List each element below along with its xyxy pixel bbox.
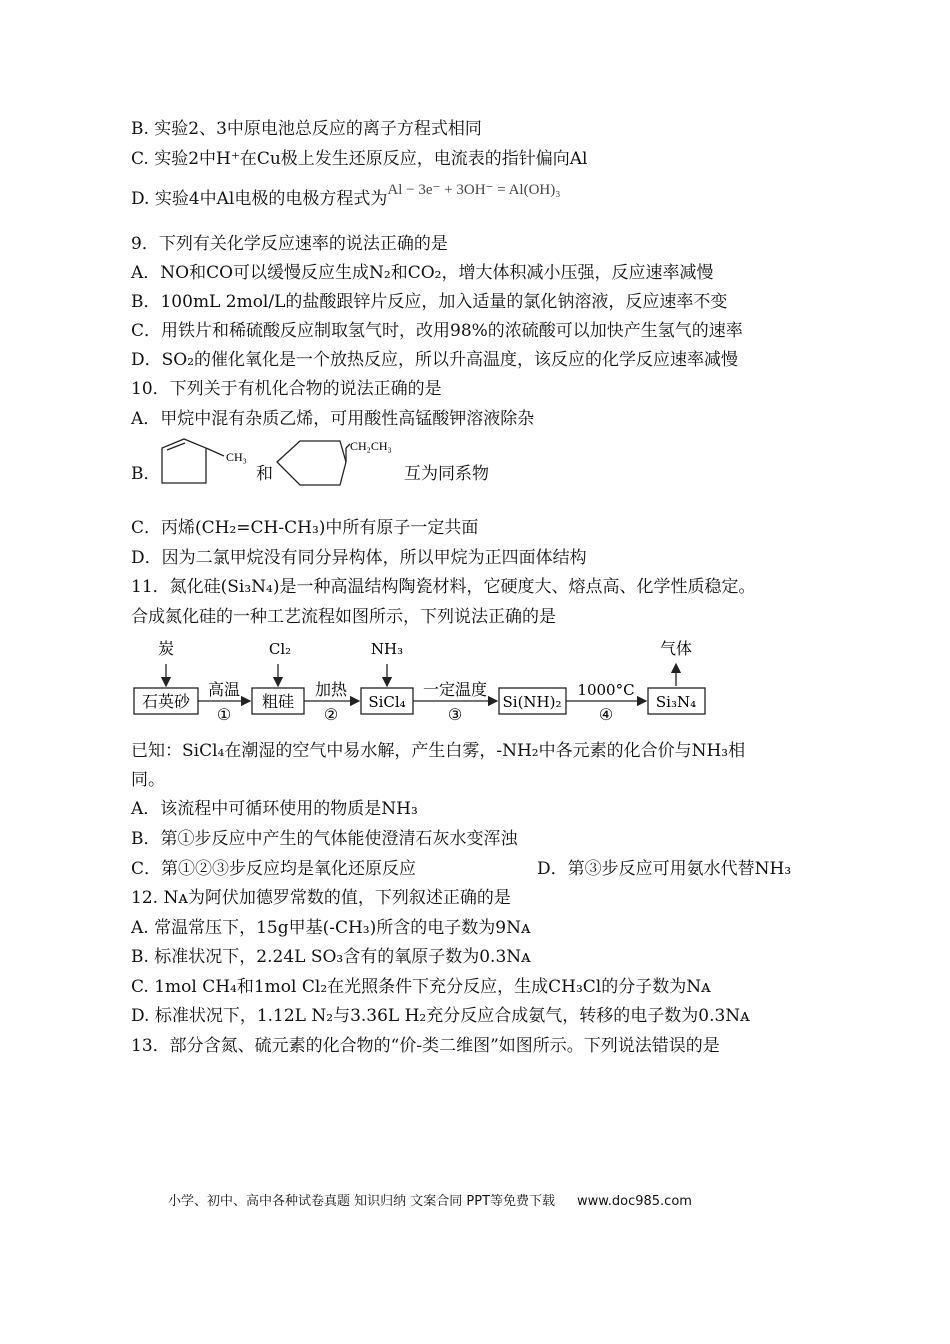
q8-option-b: B. 实验2、3中原电池总反应的离子方程式相同 xyxy=(131,119,482,139)
q11-option-b: B．第①步反应中产生的气体能使澄清石灰水变浑浊 xyxy=(131,829,518,849)
flow-box-sicl4-label: SiCl₄ xyxy=(368,693,406,711)
flow-box-si3n4-label: Si₃N₄ xyxy=(655,693,697,711)
q11-option-a: A．该流程中可循环使用的物质是NH₃ xyxy=(131,799,418,819)
q12-option-c: C. 1mol CH₄和1mol Cl₂在光照条件下充分反应，生成CH₃Cl的分子数为Nᴀ xyxy=(131,977,711,997)
flow-step-3: ③ xyxy=(447,705,463,724)
flow-box-quartz-label: 石英砂 xyxy=(141,692,191,711)
q11-stem-2: 合成氮化硅的一种工艺流程如图所示，下列说法正确的是 xyxy=(131,607,556,627)
q12-stem: 12. Nᴀ为阿伏加德罗常数的值，下列叙述正确的是 xyxy=(131,888,511,908)
q10-option-b-and: 和 xyxy=(256,464,273,484)
q11-option-d: D．第③步反应可用氨水代替NH₃ xyxy=(537,859,792,879)
q13-stem: 13．部分含氮、硫元素的化合物的“价-类二维图”如图所示。下列说法错误的是 xyxy=(131,1036,720,1056)
q9-stem: 9．下列有关化学反应速率的说法正确的是 xyxy=(131,234,448,254)
q8-option-d-formula: Al − 3e⁻ + 3OH⁻ = Al(OH)₃ xyxy=(387,182,561,198)
footer-text: 小学、初中、高中各种试卷真题 知识归纳 文案合同 PPT等免费下载 xyxy=(168,1194,556,1209)
q8-option-c: C. 实验2中H⁺在Cu极上发生还原反应，电流表的指针偏向Al xyxy=(131,149,588,169)
q11-stem: 11．氮化硅(Si₃N₄)是一种高温结构陶瓷材料，它硬度大、熔点高、化学性质稳定。 xyxy=(131,577,756,597)
flow-input-carbon: 炭 xyxy=(157,639,175,658)
q10-stem: 10．下列关于有机化合物的说法正确的是 xyxy=(131,379,442,399)
flow-step-1: ① xyxy=(216,705,232,724)
q9-option-b: B．100mL 2mol/L的盐酸跟锌片反应，加入适量的氯化钠溶液，反应速率不变 xyxy=(131,292,728,312)
flow-box-sinh2-label: Si(NH)₂ xyxy=(502,693,562,711)
flow-input-cl2: Cl₂ xyxy=(268,640,292,658)
q12-option-a: A. 常温常压下，15g甲基(-CH₃)所含的电子数为9Nᴀ xyxy=(131,918,531,938)
page-footer xyxy=(168,1190,692,1209)
q10-option-b-prefix: B． xyxy=(131,464,161,484)
q9-option-d: D．SO₂的催化氧化是一个放热反应，所以升高温度，该反应的化学反应速率减慢 xyxy=(131,350,739,370)
q12-option-b: B. 标准状况下，2.24L SO₃含有的氧原子数为0.3Nᴀ xyxy=(131,947,531,967)
flow-step-4: ④ xyxy=(598,705,614,724)
methylcyclopentene-structure xyxy=(150,436,260,486)
ethylcyclohexane-structure xyxy=(274,436,404,492)
q8-option-d-text: D. 实验4中Al电极的电极方程式为 xyxy=(131,189,388,209)
q9-option-c: C．用铁片和稀硫酸反应制取氢气时，改用98%的浓硫酸可以加快产生氢气的速率 xyxy=(131,321,743,341)
q8-option-d xyxy=(131,182,561,211)
q12-option-d: D. 标准状况下，1.12L N₂与3.36L H₂充分反应合成氨气，转移的电子数为0.3Nᴀ xyxy=(131,1006,750,1026)
flow-cond-3: 一定温度 xyxy=(422,680,488,699)
flow-step-2: ② xyxy=(323,705,339,724)
q10-option-a: A．甲烷中混有杂质乙烯，可用酸性高锰酸钾溶液除杂 xyxy=(131,409,535,429)
q10-option-c: C．丙烯(CH₂=CH-CH₃)中所有原子一定共面 xyxy=(131,518,479,538)
flow-cond-2: 加热 xyxy=(314,680,348,699)
ch2ch3-label: CH₂CH₃ xyxy=(350,439,392,453)
flow-output-gas: 气体 xyxy=(659,639,693,658)
q10-option-d: D．因为二氯甲烷没有同分异构体，所以甲烷为正四面体结构 xyxy=(131,548,587,568)
flow-box-crude-si-label: 粗硅 xyxy=(261,692,295,711)
footer-url[interactable]: www.doc985.com xyxy=(577,1194,692,1209)
q9-option-a: A．NO和CO可以缓慢反应生成N₂和CO₂，增大体积减小压强，反应速率减慢 xyxy=(131,263,714,283)
silicon-nitride-flowchart xyxy=(130,632,720,727)
flow-input-nh3: NH₃ xyxy=(370,640,404,658)
q11-known-2: 同。 xyxy=(131,770,165,790)
q10-option-b-suffix: 互为同系物 xyxy=(404,464,489,484)
q11-known: 已知：SiCl₄在潮湿的空气中易水解，产生白雾，-NH₂中各元素的化合价与NH₃相 xyxy=(131,741,746,761)
q11-option-c: C．第①②③步反应均是氧化还原反应 xyxy=(131,859,417,879)
flow-cond-4: 1000°C xyxy=(577,681,635,699)
flow-cond-1: 高温 xyxy=(207,680,241,699)
ch3-label: CH₃ xyxy=(226,450,247,464)
